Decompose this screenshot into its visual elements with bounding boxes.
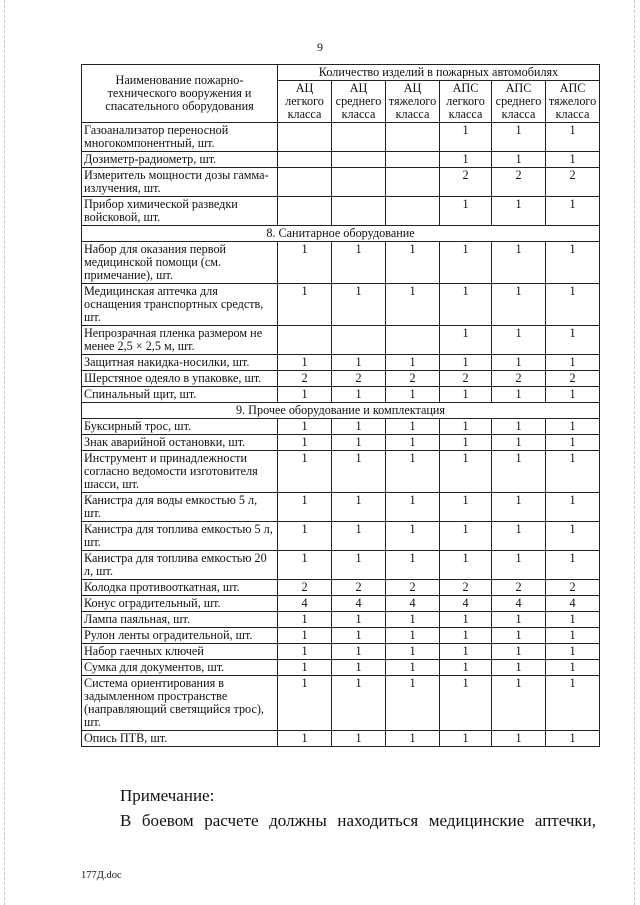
table-row — [82, 451, 600, 493]
quantity-cell: 1 — [386, 551, 440, 580]
quantity-cell: 1 — [386, 731, 440, 747]
quantity-cell: 1 — [332, 676, 386, 731]
table-row — [82, 676, 600, 731]
item-name: Набор для оказания первой медицинской помощи (см. примечание), шт. — [82, 242, 278, 284]
item-name: Опись ПТВ, шт. — [82, 731, 278, 747]
quantity-cell: 1 — [546, 660, 600, 676]
quantity-cell: 1 — [440, 493, 492, 522]
table-row — [82, 123, 600, 152]
table-row — [82, 242, 600, 284]
item-name: Непрозрачная пленка размером не менее 2,5 × 2,5 м, шт. — [82, 326, 278, 355]
quantity-cell: 1 — [546, 628, 600, 644]
quantity-cell — [278, 168, 332, 197]
quantity-cell: 1 — [440, 660, 492, 676]
quantity-cell — [332, 326, 386, 355]
item-name: Канистра для топлива емкостью 20 л, шт. — [82, 551, 278, 580]
quantity-cell: 1 — [332, 284, 386, 326]
table-row — [82, 197, 600, 226]
quantity-cell: 1 — [492, 551, 546, 580]
quantity-cell: 1 — [278, 493, 332, 522]
column-header: АЦ среднего класса — [332, 81, 386, 123]
table-row — [82, 152, 600, 168]
quantity-cell — [386, 123, 440, 152]
quantity-group-header: Количество изделий в пожарных автомобилях — [278, 65, 600, 81]
column-header: АПС легкого класса — [440, 81, 492, 123]
quantity-cell: 1 — [546, 197, 600, 226]
quantity-cell: 1 — [492, 435, 546, 451]
table-row — [82, 387, 600, 403]
quantity-cell: 1 — [440, 152, 492, 168]
quantity-cell: 1 — [440, 419, 492, 435]
quantity-cell: 1 — [386, 451, 440, 493]
quantity-cell: 1 — [278, 628, 332, 644]
quantity-cell: 1 — [386, 419, 440, 435]
quantity-cell: 4 — [278, 596, 332, 612]
item-name: Буксирный трос, шт. — [82, 419, 278, 435]
quantity-cell: 1 — [492, 628, 546, 644]
quantity-cell: 1 — [492, 493, 546, 522]
quantity-cell: 1 — [386, 387, 440, 403]
quantity-cell: 1 — [440, 644, 492, 660]
item-name: Лампа паяльная, шт. — [82, 612, 278, 628]
quantity-cell: 1 — [332, 451, 386, 493]
quantity-cell: 1 — [492, 644, 546, 660]
table-row — [82, 419, 600, 435]
quantity-cell: 1 — [332, 551, 386, 580]
item-name: Газоанализатор переносной многокомпонентный, шт. — [82, 123, 278, 152]
page-number: 9 — [317, 40, 323, 54]
quantity-cell: 1 — [492, 731, 546, 747]
quantity-cell: 1 — [440, 435, 492, 451]
quantity-cell: 1 — [440, 612, 492, 628]
table-row — [82, 660, 600, 676]
item-name: Набор гаечных ключей — [82, 644, 278, 660]
quantity-cell: 1 — [546, 152, 600, 168]
quantity-cell: 1 — [278, 387, 332, 403]
column-header: АЦ тяжелого класса — [386, 81, 440, 123]
quantity-cell: 1 — [278, 731, 332, 747]
quantity-cell: 4 — [332, 596, 386, 612]
quantity-cell: 1 — [332, 731, 386, 747]
quantity-cell: 1 — [386, 435, 440, 451]
quantity-cell — [278, 123, 332, 152]
quantity-cell: 1 — [546, 242, 600, 284]
quantity-cell: 1 — [332, 435, 386, 451]
item-name: Защитная накидка-носилки, шт. — [82, 355, 278, 371]
quantity-cell: 1 — [278, 435, 332, 451]
item-name: Знак аварийной остановки, шт. — [82, 435, 278, 451]
table-row — [82, 731, 600, 747]
table-body — [82, 123, 600, 747]
footer-filename: 177Д.doc — [81, 870, 122, 881]
item-name: Шерстяное одеяло в упаковке, шт. — [82, 371, 278, 387]
quantity-cell: 2 — [440, 580, 492, 596]
quantity-cell — [278, 326, 332, 355]
quantity-cell: 2 — [492, 371, 546, 387]
table-row — [82, 612, 600, 628]
quantity-cell: 2 — [386, 580, 440, 596]
note-text: В боевом расчете должны находиться медицинские аптечки, — [120, 811, 596, 830]
quantity-cell — [332, 123, 386, 152]
quantity-cell: 1 — [492, 522, 546, 551]
quantity-cell: 1 — [492, 242, 546, 284]
item-name: Дозиметр-радиометр, шт. — [82, 152, 278, 168]
item-name: Спинальный щит, шт. — [82, 387, 278, 403]
quantity-cell: 1 — [332, 660, 386, 676]
quantity-cell: 2 — [278, 580, 332, 596]
quantity-cell: 2 — [332, 371, 386, 387]
quantity-cell: 1 — [492, 284, 546, 326]
quantity-cell — [278, 152, 332, 168]
quantity-cell: 2 — [492, 580, 546, 596]
quantity-cell: 2 — [546, 168, 600, 197]
item-name: Колодка противооткатная, шт. — [82, 580, 278, 596]
quantity-cell — [332, 197, 386, 226]
column-header: АПС среднего класса — [492, 81, 546, 123]
quantity-cell: 1 — [332, 522, 386, 551]
quantity-cell: 1 — [492, 676, 546, 731]
table-row — [82, 168, 600, 197]
quantity-cell: 1 — [440, 628, 492, 644]
quantity-cell: 2 — [386, 371, 440, 387]
name-column-header: Наименование пожарно-технического вооружения и спасательного оборудования — [82, 65, 278, 123]
item-name: Конус оградительный, шт. — [82, 596, 278, 612]
quantity-cell: 1 — [332, 387, 386, 403]
quantity-cell: 1 — [492, 355, 546, 371]
item-name: Медицинская аптечка для оснащения транспортных средств, шт. — [82, 284, 278, 326]
quantity-cell: 1 — [440, 284, 492, 326]
quantity-cell: 1 — [492, 451, 546, 493]
quantity-cell: 2 — [546, 371, 600, 387]
quantity-cell: 1 — [332, 355, 386, 371]
quantity-cell: 4 — [546, 596, 600, 612]
quantity-cell: 4 — [492, 596, 546, 612]
quantity-cell: 2 — [440, 371, 492, 387]
right-edge-mark — [634, 0, 636, 905]
quantity-cell: 1 — [546, 435, 600, 451]
quantity-cell: 1 — [278, 551, 332, 580]
quantity-cell: 1 — [492, 326, 546, 355]
quantity-cell: 4 — [440, 596, 492, 612]
column-header: АПС тяжелого класса — [546, 81, 600, 123]
quantity-cell — [386, 326, 440, 355]
item-name: Канистра для топлива емкостью 5 л, шт. — [82, 522, 278, 551]
quantity-cell: 1 — [386, 355, 440, 371]
quantity-cell: 1 — [546, 644, 600, 660]
table-row — [82, 371, 600, 387]
quantity-cell: 2 — [332, 580, 386, 596]
quantity-cell — [278, 197, 332, 226]
quantity-cell: 1 — [546, 355, 600, 371]
quantity-cell — [332, 168, 386, 197]
quantity-cell: 1 — [278, 419, 332, 435]
table-row — [82, 551, 600, 580]
quantity-cell: 1 — [546, 612, 600, 628]
item-name: Инструмент и принадлежности согласно ведомости изготовителя шасси, шт. — [82, 451, 278, 493]
table-row — [82, 493, 600, 522]
quantity-cell: 1 — [546, 284, 600, 326]
quantity-cell: 1 — [332, 612, 386, 628]
quantity-cell: 1 — [546, 451, 600, 493]
quantity-cell: 1 — [278, 522, 332, 551]
quantity-cell: 1 — [332, 493, 386, 522]
table-row — [82, 644, 600, 660]
quantity-cell: 1 — [278, 355, 332, 371]
quantity-cell: 1 — [332, 242, 386, 284]
quantity-cell — [386, 197, 440, 226]
quantity-cell: 1 — [386, 628, 440, 644]
quantity-cell: 1 — [546, 387, 600, 403]
table-row — [82, 580, 600, 596]
quantity-cell — [332, 152, 386, 168]
quantity-cell: 1 — [440, 326, 492, 355]
quantity-cell: 1 — [546, 522, 600, 551]
quantity-cell: 1 — [386, 644, 440, 660]
item-name: Система ориентирования в задымленном пространстве (направляющий светящийся трос), шт. — [82, 676, 278, 731]
quantity-cell: 1 — [440, 522, 492, 551]
item-name: Прибор химической разведки войсковой, шт. — [82, 197, 278, 226]
quantity-cell: 1 — [386, 242, 440, 284]
quantity-cell — [386, 168, 440, 197]
quantity-cell: 2 — [546, 580, 600, 596]
quantity-cell: 1 — [332, 644, 386, 660]
quantity-cell: 1 — [440, 242, 492, 284]
item-name: Измеритель мощности дозы гамма-излучения, шт. — [82, 168, 278, 197]
quantity-cell: 1 — [440, 123, 492, 152]
quantity-cell: 1 — [546, 419, 600, 435]
quantity-cell: 1 — [386, 493, 440, 522]
quantity-cell: 1 — [332, 419, 386, 435]
quantity-cell: 1 — [386, 612, 440, 628]
quantity-cell: 1 — [546, 676, 600, 731]
section-title: 8. Санитарное оборудование — [82, 226, 600, 242]
quantity-cell: 1 — [278, 676, 332, 731]
quantity-cell: 4 — [386, 596, 440, 612]
quantity-cell: 1 — [278, 242, 332, 284]
quantity-cell: 1 — [278, 612, 332, 628]
quantity-cell: 1 — [440, 451, 492, 493]
section-title: 9. Прочее оборудование и комплектация — [82, 403, 600, 419]
table-row — [82, 628, 600, 644]
quantity-cell: 1 — [440, 387, 492, 403]
quantity-cell: 1 — [492, 152, 546, 168]
quantity-cell: 1 — [440, 676, 492, 731]
quantity-cell: 1 — [278, 644, 332, 660]
quantity-cell: 1 — [386, 676, 440, 731]
quantity-cell — [386, 152, 440, 168]
quantity-cell: 1 — [386, 660, 440, 676]
quantity-cell: 1 — [492, 197, 546, 226]
table-row — [82, 326, 600, 355]
quantity-cell: 1 — [492, 660, 546, 676]
quantity-cell: 2 — [440, 168, 492, 197]
section-row — [82, 226, 600, 242]
quantity-cell: 1 — [386, 284, 440, 326]
quantity-cell: 1 — [546, 326, 600, 355]
quantity-cell: 1 — [440, 731, 492, 747]
note-title: Примечание: — [120, 786, 215, 805]
quantity-cell: 1 — [440, 197, 492, 226]
table-row — [82, 596, 600, 612]
section-row — [82, 403, 600, 419]
quantity-cell: 1 — [546, 493, 600, 522]
item-name: Сумка для документов, шт. — [82, 660, 278, 676]
quantity-cell: 1 — [492, 123, 546, 152]
equipment-table — [81, 64, 600, 747]
table-header — [82, 65, 600, 123]
quantity-cell: 1 — [546, 551, 600, 580]
quantity-cell: 2 — [492, 168, 546, 197]
left-edge-mark — [4, 0, 6, 905]
quantity-cell: 1 — [278, 451, 332, 493]
quantity-cell: 1 — [386, 522, 440, 551]
quantity-cell: 1 — [278, 660, 332, 676]
quantity-cell: 2 — [278, 371, 332, 387]
item-name: Канистра для воды емкостью 5 л, шт. — [82, 493, 278, 522]
quantity-cell: 1 — [492, 419, 546, 435]
quantity-cell: 1 — [332, 628, 386, 644]
quantity-cell: 1 — [440, 551, 492, 580]
quantity-cell: 1 — [278, 284, 332, 326]
table-row — [82, 435, 600, 451]
table-row — [82, 284, 600, 326]
quantity-cell: 1 — [492, 612, 546, 628]
quantity-cell: 1 — [492, 387, 546, 403]
table-row — [82, 522, 600, 551]
quantity-cell: 1 — [440, 355, 492, 371]
quantity-cell: 1 — [546, 123, 600, 152]
column-header: АЦ легкого класса — [278, 81, 332, 123]
table-row — [82, 355, 600, 371]
quantity-cell: 1 — [546, 731, 600, 747]
item-name: Рулон ленты оградительной, шт. — [82, 628, 278, 644]
